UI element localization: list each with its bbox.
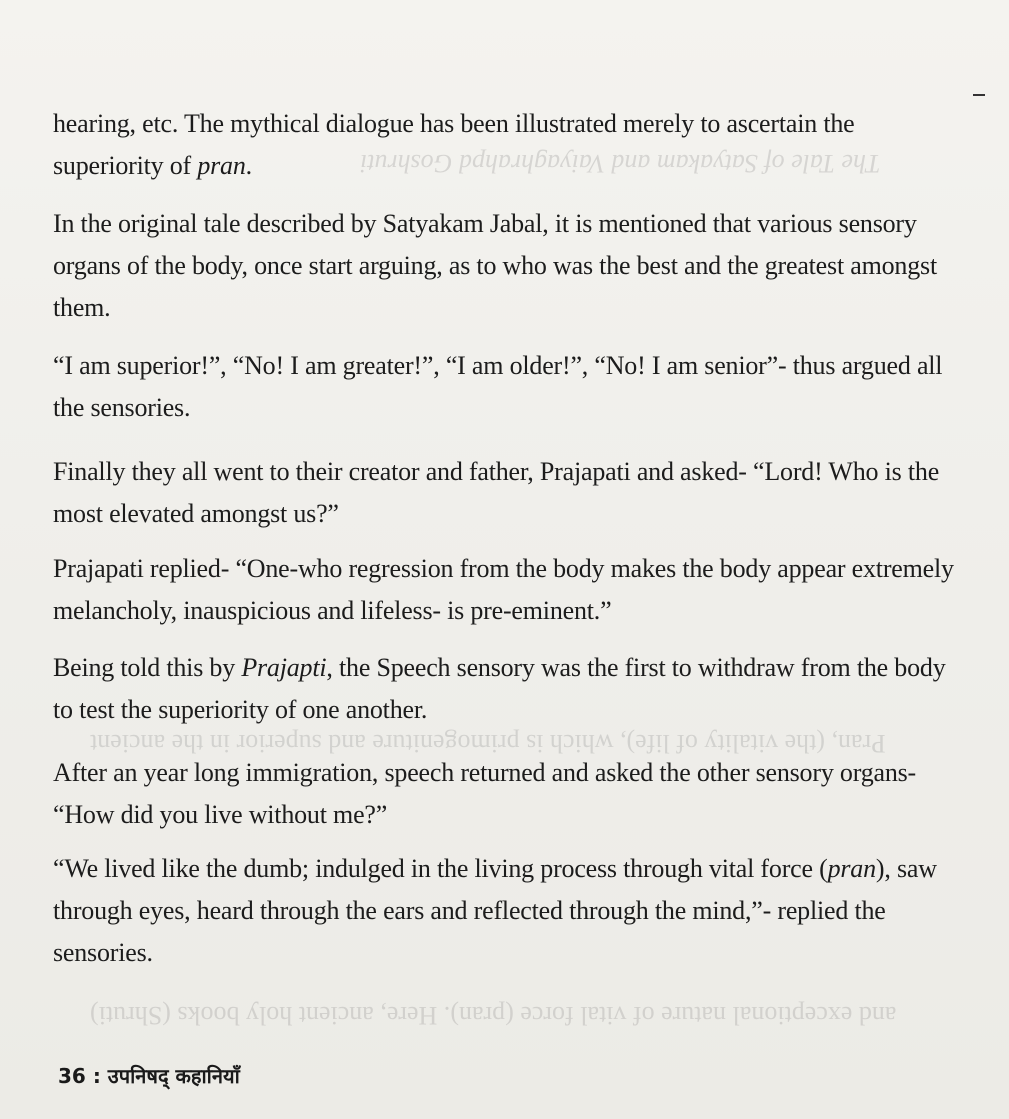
text-run: ), saw through eyes, heard through the ears and reflected through the mind,”- replied the sensories. xyxy=(53,854,937,967)
text-run: In the original tale described by Satyakam Jabal, it is mentioned that various sensory organs of the body, once start arguing, as to who was the best and the greatest amongst them. xyxy=(53,209,937,322)
italic-term: pran xyxy=(827,854,876,883)
paragraph-3 xyxy=(53,345,963,429)
paragraph-5 xyxy=(53,548,963,632)
paragraph-2 xyxy=(53,203,963,329)
edge-mark xyxy=(973,94,985,96)
text-run: Prajapati replied- “One-who regression from the body makes the body appear extremely melancholy, inauspicious and lifeless- is pre-eminent.” xyxy=(53,554,954,625)
text-run: . xyxy=(245,151,252,180)
paragraph-6 xyxy=(53,647,963,731)
paragraph-1 xyxy=(53,103,963,187)
show-through-text: Pran, (the vitality of life), which is primogeniture and superior in the ancient xyxy=(90,729,886,758)
text-run: After an year long immigration, speech returned and asked the other sensory organs- “How did you live without me?” xyxy=(53,758,917,829)
text-run: , the Speech sensory was the first to withdraw from the body to test the superiority of one another. xyxy=(53,653,946,724)
text-run: Being told this by xyxy=(53,653,242,682)
text-run: “I am superior!”, “No! I am greater!”, “I am older!”, “No! I am senior”- thus argued all the sensories. xyxy=(53,351,943,422)
italic-term: pran xyxy=(197,151,246,180)
book-title: उपनिषद् कहानियाँ xyxy=(107,1064,240,1088)
paragraph-8 xyxy=(53,848,963,974)
paragraph-7 xyxy=(53,752,963,836)
footer-separator: : xyxy=(92,1064,101,1088)
paragraph-4 xyxy=(53,451,963,535)
text-run: “We lived like the dumb; indulged in the living process through vital force ( xyxy=(53,854,828,883)
text-run: hearing, etc. The mythical dialogue has been illustrated merely to ascertain the superiority of xyxy=(53,109,855,180)
show-through-text: and exceptional nature of vital force (pran). Here, ancient holy books (Shruti) xyxy=(90,1001,897,1030)
show-through-text: The Tale of Satyakam and Vaiyaghrahpd Goshruti xyxy=(360,149,881,178)
page-number: 36 xyxy=(58,1064,86,1088)
italic-term: Prajapti xyxy=(241,653,327,682)
page-footer xyxy=(58,1062,240,1089)
text-run: Finally they all went to their creator and father, Prajapati and asked- “Lord! Who is the most elevated amongst us?” xyxy=(53,457,940,528)
